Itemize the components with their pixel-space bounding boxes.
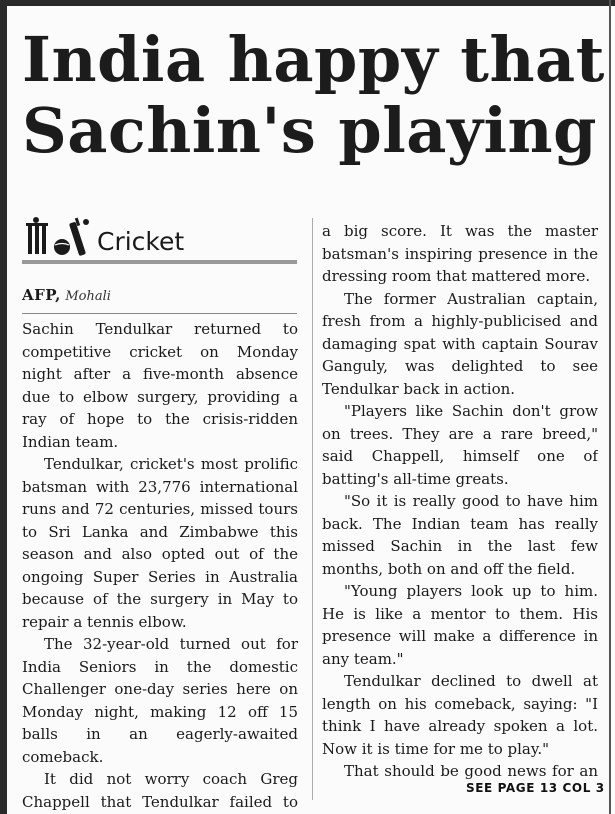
article-column-2 bbox=[322, 220, 598, 780]
continued-jump-line[interactable]: SEE PAGE 13 COL 3 bbox=[466, 781, 605, 795]
right-rule bbox=[609, 0, 611, 814]
section-rule bbox=[22, 260, 297, 264]
article-paragraph: The 32-year-old turned out for India Seniors in the domestic Challenger one-day series here on Monday night, making 12 off 15 balls in an eagerly-awaited comeback. bbox=[22, 635, 298, 766]
article-paragraph: "Players like Sachin don't grow on trees. They are a rare breed," said Chappell, himself one of batting's all-time greats. bbox=[322, 402, 598, 488]
article-paragraph: The former Australian captain, fresh from a highly-publicised and damaging spat with captain Sourav Ganguly, was delighted to see Tendulkar back in action. bbox=[322, 289, 598, 398]
article-paragraph: Tendulkar, cricket's most prolific batsman with 23,776 international runs and 72 centuries, missed tours to Sri Lanka and Zimbabwe this season and also opted out of the ongoing Super Series in Australia because of the surgery in May to repair a tennis elbow. bbox=[22, 455, 298, 631]
article-paragraph: It did not worry coach Greg Chappell that Tendulkar failed to bbox=[22, 770, 298, 810]
article-column-1 bbox=[22, 318, 298, 810]
section-title: Cricket bbox=[97, 227, 185, 256]
column-divider bbox=[312, 218, 313, 800]
byline-rule bbox=[22, 313, 297, 314]
article-paragraph: "Young players look up to him. He is like a mentor to them. His presence will make a difference in any team." bbox=[322, 582, 598, 668]
top-rule bbox=[0, 0, 615, 6]
headline: India happy that Sachin's playing bbox=[22, 23, 605, 167]
byline bbox=[22, 287, 111, 305]
cricket-bat-ball-stumps-icon bbox=[22, 216, 94, 260]
section-header bbox=[22, 216, 297, 264]
byline-place: Mohali bbox=[65, 289, 111, 304]
byline-agency: AFP, bbox=[22, 286, 61, 304]
article-paragraph: That should be good news for an bbox=[344, 762, 598, 780]
article-paragraph: Sachin Tendulkar returned to competitive cricket on Monday night after a five-month absence due to elbow surgery, providing a ray of hope to the crisis-ridden Indian team. bbox=[22, 320, 298, 451]
left-rule bbox=[0, 0, 7, 814]
article-paragraph: "So it is really good to have him back. The Indian team has really missed Sachin in the last few months, both on and off the field. bbox=[322, 492, 598, 578]
article-paragraph: a big score. It was the master batsman's inspiring presence in the dressing room that mattered more. bbox=[322, 222, 598, 285]
article-paragraph: Tendulkar declined to dwell at length on his comeback, saying: "I think I have already spoken a lot. Now it is time for me to play." bbox=[322, 672, 598, 758]
